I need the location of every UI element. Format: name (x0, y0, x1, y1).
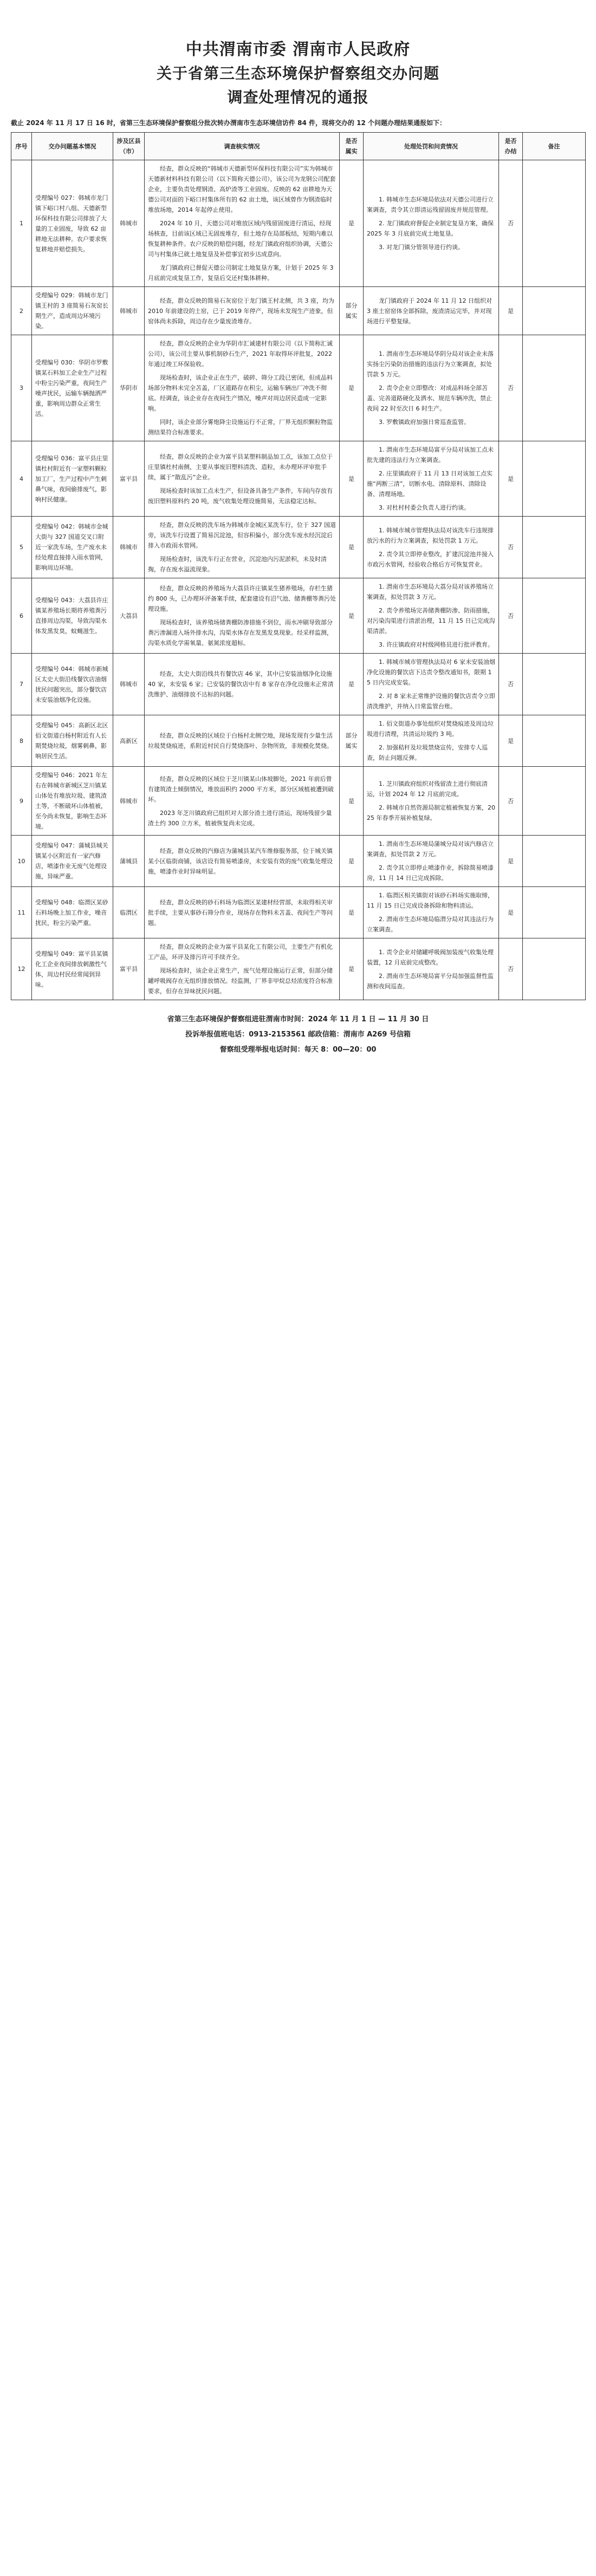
cell-handling (364, 160, 499, 287)
cell-findings-paragraph: 经查，群众反映的区域位于芝川镇某山体坡脚处，2021 年前后曾有建筑渣土倾倒情况，堆放面积约 2000 平方米，部分区域植被遭到破坏。 (148, 775, 334, 803)
cell-handling-paragraph: 2. 对 8 家未正常维护设施的餐饮店责令立即清洗维护，并纳入日常监管台账。 (367, 693, 495, 710)
cell-handling (364, 767, 499, 836)
cell-county: 韩城市 (113, 287, 145, 335)
cell-findings (145, 938, 340, 1000)
issues-table (11, 132, 586, 1000)
intro-paragraph: 截止 2024 年 11 月 17 日 16 时，省第三生态环境保护督察组分批次转办渭南市生态环境信访件 84 件，现将交办的 12 个问题办理结果通报如下： (11, 119, 446, 127)
cell-handling (364, 887, 499, 938)
cell-handling-paragraph: 1. 渭南市生态环境局富平分局对该加工点未批先建的违法行为立案调查。 (367, 446, 494, 464)
cell-no: 4 (11, 441, 32, 517)
footer-line-3: 督察组受理举报电话时间：每天 8：00—20：00 (219, 1046, 377, 1054)
table-row (11, 767, 586, 836)
cell-note (523, 715, 586, 767)
cell-done: 否 (499, 767, 523, 836)
cell-findings-paragraph: 经查，群众反映的汽修店为蒲城县某汽车维修服务部，位于城关镇某小区临街商铺，该店设有简易喷漆房，未安装有效的废气收集处理设施，喷漆作业时异味明显。 (148, 847, 333, 875)
cell-note (523, 654, 586, 715)
cell-findings (145, 287, 340, 335)
cell-findings-paragraph: 经查，群众反映的区域位于白杨村北侧空地，现场发现有少量生活垃圾焚烧痕迹，系附近村民自行焚烧落叶、杂物所致，非规模化焚烧。 (148, 732, 333, 749)
cell-handling-paragraph: 龙门镇政府于 2024 年 11 月 12 日组织对 3 座土窑窑体全部拆除，废渣清运完毕，并对现场进行平整复绿。 (367, 297, 492, 325)
cell-handling-paragraph: 3. 对杜村村委会负责人进行约谈。 (379, 504, 470, 511)
cell-note (523, 887, 586, 938)
cell-handling (364, 441, 499, 517)
cell-handling-paragraph: 2. 龙门镇政府督促企业制定复垦方案，确保 2025 年 3 月底前完成土地复垦。 (367, 220, 494, 237)
cell-no: 12 (11, 938, 32, 1000)
title-line-1: 中共渭南市委 渭南市人民政府 (185, 40, 411, 59)
cell-true: 是 (340, 654, 364, 715)
cell-note (523, 441, 586, 517)
header-done: 是否办结 (499, 133, 523, 160)
cell-findings (145, 654, 340, 715)
cell-findings-paragraph: 现场检查时，该企业正常生产，废气处理设施运行正常，但部分储罐呼吸阀存在无组织排放情况。经监测，厂界非甲烷总烃浓度符合标准要求，但存在异味扰民问题。 (148, 967, 333, 995)
cell-handling-paragraph: 2. 渭南市生态环境局富平分局加强监督性监测和夜间巡查。 (367, 972, 494, 990)
title-line-2: 关于省第三生态环境保护督察组交办问题 (156, 64, 439, 82)
cell-findings-paragraph: 经查，群众反映的砂石料场为临渭区某建材经营部，未取得相关审批手续，主要从事砂石筛分作业，现场存在物料未苫盖、夜间生产等问题。 (148, 898, 333, 927)
cell-issue: 受理编号 048：临渭区某砂石料场晚上加工作业，噪音扰民，粉尘污染严重。 (32, 887, 113, 938)
cell-no: 7 (11, 654, 32, 715)
cell-findings-paragraph: 经查，群众反映的企业为华阴市汇诚建材有限公司（以下简称汇诚公司），该公司主要从事机制砂石生产，2021 年取得环评批复，2022 年通过竣工环保验收。 (148, 340, 333, 368)
cell-findings-paragraph: 经查，群众反映的养殖场为大荔县许庄镇某生猪养殖场，存栏生猪约 800 头，已办理环评备案手续，配套建设有沼气池、储粪棚等粪污处理设施。 (148, 585, 336, 612)
cell-county: 大荔县 (113, 578, 145, 654)
report-title (11, 38, 585, 109)
cell-note (523, 335, 586, 441)
table-row (11, 517, 586, 578)
cell-handling-paragraph: 3. 许庄镇政府对村级网格员进行批评教育。 (379, 641, 494, 648)
cell-handling-paragraph: 2. 庄里镇政府于 11 月 13 日对该加工点实施“两断三清”，切断水电、清除原料、清除设备、清理场地。 (367, 470, 493, 498)
cell-county: 韩城市 (113, 767, 145, 836)
cell-issue: 受理编号 045：高新区北区佰文街道白杨村附近有人长期焚烧垃圾，烟雾刺鼻，影响居民生活。 (32, 715, 113, 767)
cell-issue: 受理编号 036：富平县庄里镇杜村附近有一家塑料颗粒加工厂，生产过程中产生刺鼻气味，夜间偷排废气，影响村民健康。 (32, 441, 113, 517)
cell-true: 是 (340, 160, 364, 287)
cell-true: 是 (340, 335, 364, 441)
cell-true: 是 (340, 517, 364, 578)
cell-true: 是 (340, 887, 364, 938)
cell-findings (145, 715, 340, 767)
cell-findings (145, 335, 340, 441)
cell-county: 韩城市 (113, 654, 145, 715)
cell-handling-paragraph: 1. 渭南市生态环境局华阴分局对该企业未落实扬尘污染防治措施的违法行为立案调查，拟处罚款 5 万元。 (367, 350, 494, 378)
cell-handling-paragraph: 1. 芝川镇政府组织对残留渣土进行彻底清运，计划 2024 年 12 月底前完成。 (367, 780, 488, 798)
title-line-3: 调查处理情况的通报 (227, 88, 369, 106)
table-body (11, 160, 586, 1000)
table-header-row (11, 133, 586, 160)
cell-no: 2 (11, 287, 32, 335)
cell-note (523, 578, 586, 654)
cell-issue: 受理编号 030：华阴市罗敷镇某石料加工企业生产过程中粉尘污染严重，夜间生产噪声扰民，运输车辆抛洒严重，影响周边群众正常生活。 (32, 335, 113, 441)
cell-handling-paragraph: 1. 韩城市生态环境局依法对天德公司进行立案调查，责令其立即清运残留固废并规范管理。 (367, 196, 494, 213)
table-row (11, 578, 586, 654)
cell-done: 是 (499, 836, 523, 887)
cell-findings-paragraph: 经查，群众反映的企业为富平县某化工有限公司，主要生产有机化工产品，环评及排污许可手续齐全。 (148, 943, 333, 961)
report-footer (11, 1012, 585, 1058)
cell-issue: 受理编号 046：2021 年左右在韩城市新城区芝川镇某山体处有堆放垃圾、建筑渣土等，不断破坏山体植被，至今尚未恢复，影响生态环境。 (32, 767, 113, 836)
cell-county: 韩城市 (113, 517, 145, 578)
cell-findings (145, 441, 340, 517)
cell-handling-paragraph: 1. 韩城市城市管理执法局对 6 家未安装油烟净化设施的餐饮店下达责令整改通知书，限期 15 日内完成安装。 (367, 658, 495, 686)
cell-handling-paragraph: 2. 责令其立即停业整改，扩建沉淀池并接入市政污水管网，经验收合格后方可恢复营业。 (367, 550, 494, 568)
cell-no: 10 (11, 836, 32, 887)
cell-no: 11 (11, 887, 32, 938)
header-county: 涉及区县（市） (113, 133, 145, 160)
cell-findings-paragraph: 现场检查时，该养殖场储粪棚防渗措施不到位，雨水冲刷导致部分粪污渗漏进入场外排水沟，沟渠水体存在发黑发臭现象。经采样监测，沟渠水质化学需氧量、氨氮浓度超标。 (148, 619, 333, 647)
table-row (11, 160, 586, 287)
cell-handling-paragraph: 3. 罗敷镇政府加强日常巡查监管。 (379, 419, 470, 426)
cell-done: 是 (499, 715, 523, 767)
header-note: 备注 (523, 133, 586, 160)
cell-findings-paragraph: 现场检查时该加工点未生产，但设备具备生产条件，车间内存放有废旧塑料原料约 20 吨，废气收集处理设施简易，无法稳定达标。 (148, 487, 333, 505)
cell-true: 是 (340, 836, 364, 887)
cell-done: 否 (499, 578, 523, 654)
cell-issue: 受理编号 044：韩城市新城区太史大街沿线餐饮店油烟扰民问题突出，部分餐饮店未安装油烟净化设施。 (32, 654, 113, 715)
table-row (11, 715, 586, 767)
header-findings: 调查核实情况 (145, 133, 340, 160)
cell-done: 是 (499, 441, 523, 517)
cell-no: 3 (11, 335, 32, 441)
cell-findings-paragraph: 经查，太史大街沿线共有餐饮店 46 家，其中已安装油烟净化设施 40 家，未安装 6 家；已安装的餐饮店中有 8 家存在净化设施未正常清洗维护、油烟排放不达标的问题。 (148, 670, 334, 698)
table-row (11, 887, 586, 938)
header-no: 序号 (11, 133, 32, 160)
cell-findings-paragraph: 同时，该企业部分雾炮降尘设施运行不正常，厂界无组织颗粒物监测结果符合标准要求。 (148, 419, 333, 436)
header-handling: 处理处罚和问责情况 (364, 133, 499, 160)
cell-findings (145, 160, 340, 287)
cell-handling-paragraph: 2. 韩城市自然资源局制定植被恢复方案，2025 年春季开展补植复绿。 (367, 804, 495, 821)
table-row (11, 836, 586, 887)
cell-handling-paragraph: 2. 加强秸秆及垃圾禁烧宣传，安排专人巡查，防止问题反弹。 (367, 744, 488, 761)
cell-county: 高新区 (113, 715, 145, 767)
cell-note (523, 836, 586, 887)
table-row (11, 441, 586, 517)
cell-issue: 受理编号 047：蒲城县城关镇某小区附近有一家汽修店，喷漆作业无废气处理设施，异味严重。 (32, 836, 113, 887)
cell-handling (364, 715, 499, 767)
cell-findings-paragraph: 经查，群众反映的企业为富平县某塑料制品加工点，该加工点位于庄里镇杜村南侧，主要从事废旧塑料清洗、造粒，未办理环评审批手续，属于“散乱污”企业。 (148, 453, 333, 481)
cell-handling-paragraph: 1. 渭南市生态环境局大荔分局对该养殖场立案调查，拟处罚款 3 万元。 (367, 583, 494, 601)
cell-findings-paragraph: 龙门镇政府已督促天德公司制定土地复垦方案，计划于 2025 年 3 月底前完成复垦工作，复垦后交还村集体耕种。 (148, 264, 334, 282)
cell-handling-paragraph: 3. 对龙门镇分管领导进行约谈。 (379, 244, 464, 251)
cell-county: 韩城市 (113, 160, 145, 287)
cell-findings-paragraph: 经查，群众反映的简易石灰窑位于龙门镇王村北侧，共 3 座，均为 2010 年前建设的土窑，已于 2019 年停产，现场未发现生产迹象，但窑体尚未拆除，周边存在少量废渣堆存。 (148, 297, 334, 325)
cell-issue: 受理编号 049：富平县某镇化工企业夜间排放刺激性气体，周边村民经常闻到异味。 (32, 938, 113, 1000)
cell-issue: 受理编号 042：韩城市金城大街与 327 国道交叉口附近一家洗车场，生产废水未经处理直接排入雨水管网，影响周边环境。 (32, 517, 113, 578)
cell-county: 蒲城县 (113, 836, 145, 887)
cell-done: 是 (499, 287, 523, 335)
cell-findings (145, 836, 340, 887)
cell-no: 6 (11, 578, 32, 654)
cell-handling-paragraph: 2. 责令其立即停止喷漆作业，拆除简易喷漆房，11 月 14 日已完成拆除。 (367, 864, 494, 882)
cell-true: 是 (340, 578, 364, 654)
cell-findings (145, 767, 340, 836)
cell-handling (364, 578, 499, 654)
header-true: 是否属实 (340, 133, 364, 160)
cell-handling (364, 654, 499, 715)
cell-done: 否 (499, 517, 523, 578)
table-row (11, 287, 586, 335)
table-row (11, 654, 586, 715)
cell-handling (364, 517, 499, 578)
cell-findings (145, 578, 340, 654)
cell-findings-paragraph: 经查，群众反映的“韩城市天德新型环保科技有限公司”实为韩城市天德新材料科技有限公司（以下简称天德公司），该公司为龙钢公司配套企业，主要负责处理钢渣、高炉渣等工业固废。反映的 62 亩耕地为天德公司对面的下峪口村集体所有的 62 亩土地，该区域曾作为钢渣临时堆放场地，2014 年起停止使用。 (148, 165, 336, 213)
cell-issue: 受理编号 027：韩城市龙门镇下峪口村八组、天德新型环保科技有限公司排放了大量的工业固废，导致 62 亩耕地无法耕种。农户要求恢复耕地并赔偿损失。 (32, 160, 113, 287)
cell-handling (364, 287, 499, 335)
cell-note (523, 938, 586, 1000)
cell-handling-paragraph: 1. 临渭区相关镇街对该砂石料场实施取缔，11 月 15 日已完成设备拆除和物料清运。 (367, 892, 494, 909)
footer-line-2: 投诉举报值班电话：0913-2153561 邮政信箱：渭南市 A269 号信箱 (185, 1031, 411, 1039)
cell-issue: 受理编号 029：韩城市龙门镇王村的 3 座简易石灰窑长期生产，造成周边环境污染。 (32, 287, 113, 335)
header-issue: 交办问题基本情况 (32, 133, 113, 160)
cell-handling-paragraph: 1. 渭南市生态环境局蒲城分局对该汽修店立案调查，拟处罚款 2 万元。 (367, 840, 494, 858)
cell-note (523, 160, 586, 287)
cell-note (523, 287, 586, 335)
cell-done: 否 (499, 335, 523, 441)
cell-county: 富平县 (113, 938, 145, 1000)
cell-handling (364, 938, 499, 1000)
cell-done: 是 (499, 887, 523, 938)
cell-handling-paragraph: 2. 责令企业立即整改：对成品料场全部苫盖、完善道路硬化及洒水、规范车辆冲洗，禁止夜间 22 时至次日 6 时生产。 (367, 384, 492, 412)
cell-true: 是 (340, 441, 364, 517)
cell-findings-paragraph: 2024 年 10 月，天德公司对堆放区域内残留固废进行清运，经现场核查，目前该区域已无固废堆存，但土地存在局部板结，短期内难以恢复耕种条件。农户反映的赔偿问题，经龙门镇政府组织协调，天德公司与村集体已就土地复垦及补偿事宜初步达成意向。 (148, 220, 333, 258)
cell-note (523, 517, 586, 578)
cell-handling (364, 836, 499, 887)
cell-county: 富平县 (113, 441, 145, 517)
cell-findings (145, 887, 340, 938)
table-row (11, 335, 586, 441)
cell-done: 否 (499, 938, 523, 1000)
cell-handling-paragraph: 2. 责令养殖场完善储粪棚防渗、防雨措施，对污染沟渠进行清淤治理，11 月 15 日已完成沟渠清淤。 (367, 607, 495, 635)
cell-true: 部分属实 (340, 287, 364, 335)
cell-true: 部分属实 (340, 715, 364, 767)
cell-findings (145, 517, 340, 578)
cell-handling-paragraph: 1. 责令企业对储罐呼吸阀加装废气收集处理装置，12 月底前完成整改。 (367, 948, 494, 966)
cell-no: 5 (11, 517, 32, 578)
report-page (11, 0, 585, 1074)
footer-line-1: 省第三生态环境保护督察组进驻渭南市时间：2024 年 11 月 1 日 — 11 月 30 日 (167, 1015, 429, 1023)
cell-note (523, 767, 586, 836)
cell-true: 是 (340, 767, 364, 836)
cell-handling-paragraph: 1. 韩城市城市管理执法局对该洗车行违规排放污水的行为立案调查，拟处罚款 1 万元。 (367, 526, 494, 544)
cell-county: 华阴市 (113, 335, 145, 441)
cell-findings-paragraph: 2023 年芝川镇政府已组织对大部分渣土进行清运，现场残留少量渣土约 300 立方米，植被恢复尚未完成。 (148, 809, 332, 827)
table-row (11, 938, 586, 1000)
cell-handling-paragraph: 2. 渭南市生态环境局临渭分局对其违法行为立案调查。 (367, 916, 494, 933)
cell-no: 8 (11, 715, 32, 767)
cell-findings-paragraph: 现场检查时，该洗车行正在营业，沉淀池内污泥淤积，未及时清掏，存在废水溢流现象。 (148, 556, 327, 573)
cell-findings-paragraph: 经查，群众反映的洗车场为韩城市金城区某洗车行，位于 327 国道旁，该洗车行设置了简易沉淀池，但容积偏小，部分洗车废水经沉淀后排入市政雨水管网。 (148, 521, 336, 549)
cell-true: 是 (340, 938, 364, 1000)
cell-no: 9 (11, 767, 32, 836)
cell-done: 否 (499, 654, 523, 715)
cell-handling-paragraph: 1. 佰文街道办事处组织对焚烧痕迹及周边垃圾进行清理，共清运垃圾约 3 吨。 (367, 720, 494, 738)
cell-findings-paragraph: 现场检查时，该企业正在生产，破碎、筛分工段已密闭，但成品料场部分物料未完全苫盖，厂区道路存在积尘，运输车辆出厂冲洗不彻底。经调查，该企业存在夜间生产情况，噪声对周边居民造成一定影响。 (148, 374, 333, 412)
cell-handling (364, 335, 499, 441)
cell-county: 临渭区 (113, 887, 145, 938)
cell-no: 1 (11, 160, 32, 287)
cell-issue: 受理编号 043：大荔县许庄镇某养殖场长期将养殖粪污直排周边沟渠，导致沟渠水体发黑发臭，蚊蝇滋生。 (32, 578, 113, 654)
cell-done: 否 (499, 160, 523, 287)
